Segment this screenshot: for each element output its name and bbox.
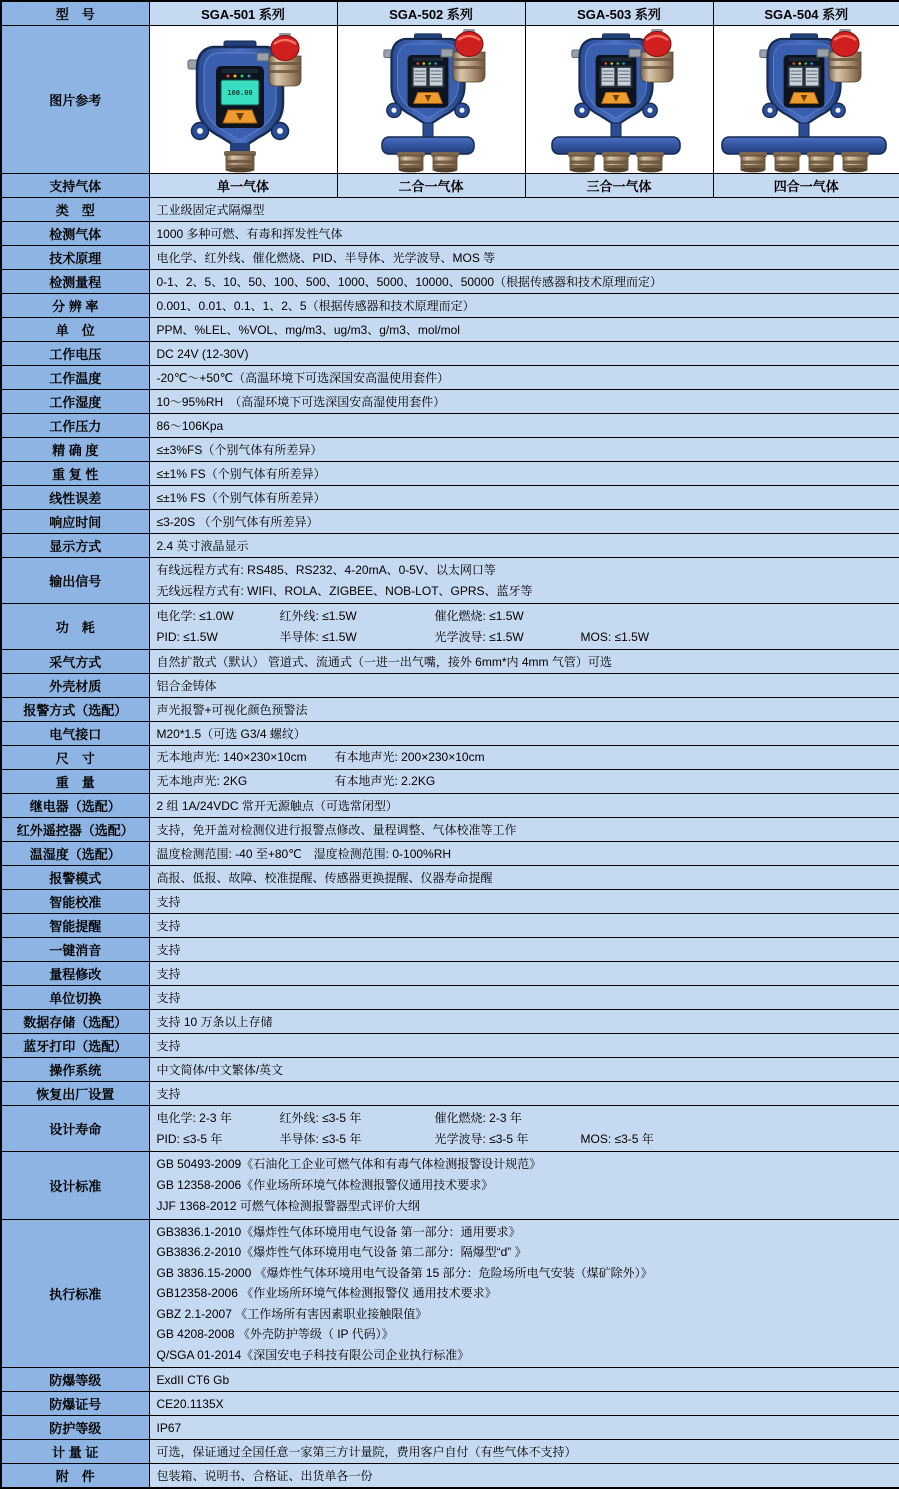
spec-value: ExdII CT6 Gb (149, 1368, 899, 1392)
spec-value: ≤±1% FS（个别气体有所差异） (149, 462, 899, 486)
spec-cell: 光学波导: ≤3-5 年 (435, 1129, 581, 1150)
table-row-gases (1, 174, 899, 198)
gas-detector-photo-sga-504 (714, 27, 899, 173)
table-row (1, 746, 899, 770)
table-row (1, 270, 899, 294)
table-row (1, 938, 899, 962)
spec-cell (581, 1108, 893, 1129)
spec-value: 自然扩散式（默认） 管道式、流通式（一进一出气嘴，接外 6mm*内 4mm 气管）可选 (149, 650, 899, 674)
spec-cell: 半导体: ≤1.5W (280, 627, 435, 648)
table-row (1, 986, 899, 1010)
table-row (1, 558, 899, 604)
spec-cell: 催化燃烧: 2-3 年 (435, 1108, 581, 1129)
spec-value (149, 1220, 899, 1368)
spec-label: 报警模式 (1, 866, 149, 890)
spec-label: 技术原理 (1, 246, 149, 270)
spec-value: CE20.1135X (149, 1392, 899, 1416)
gas-detector-photo-sga-503 (526, 27, 712, 173)
table-row (1, 1010, 899, 1034)
spec-value (149, 1152, 899, 1220)
spec-value: 1000 多种可燃、有毒和挥发性气体 (149, 222, 899, 246)
spec-value: 中文简体/中文繁体/英文 (149, 1058, 899, 1082)
table-row-header (1, 1, 899, 26)
spec-label: 温湿度（选配） (1, 842, 149, 866)
spec-label: 红外遥控器（选配） (1, 818, 149, 842)
image-row-label: 图片参考 (1, 26, 149, 174)
spec-label: 计 量 证 (1, 1440, 149, 1464)
spec-label: 工作湿度 (1, 390, 149, 414)
spec-cell: 光学波导: ≤1.5W (435, 627, 581, 648)
spec-cell: 红外线: ≤1.5W (280, 606, 435, 627)
supported-gas: 单一气体 (149, 174, 337, 198)
spec-cell: MOS: ≤3-5 年 (581, 1129, 893, 1150)
spec-cell: 红外线: ≤3-5 年 (280, 1108, 435, 1129)
spec-value: IP67 (149, 1416, 899, 1440)
spec-label: 检测量程 (1, 270, 149, 294)
spec-cell: PID: ≤1.5W (157, 627, 280, 648)
supported-gas: 二合一气体 (337, 174, 525, 198)
table-row (1, 1440, 899, 1464)
product-image-cell (149, 26, 337, 174)
table-row (1, 390, 899, 414)
table-row (1, 318, 899, 342)
spec-label: 防爆证号 (1, 1392, 149, 1416)
spec-value: 工业级固定式隔爆型 (149, 198, 899, 222)
spec-value: 支持 (149, 938, 899, 962)
spec-line: GB 3836.15-2000 《爆炸性气体环境用电气设备第 15 部分：危险场所电气安装（煤矿除外）》 (157, 1263, 893, 1283)
table-row (1, 914, 899, 938)
spec-label: 分 辨 率 (1, 294, 149, 318)
table-row (1, 1106, 899, 1152)
spec-label: 采气方式 (1, 650, 149, 674)
spec-label: 单位切换 (1, 986, 149, 1010)
table-row (1, 698, 899, 722)
spec-cell: PID: ≤3-5 年 (157, 1129, 280, 1150)
spec-value: 温度检测范围: -40 至+80℃ 湿度检测范围: 0-100%RH (149, 842, 899, 866)
svg-text:100.00: 100.00 (227, 89, 252, 97)
table-row (1, 534, 899, 558)
spec-line: 有线远程方式有: RS485、RS232、4-20mA、0-5V、以太网口等 (157, 560, 893, 581)
spec-value: 声光报警+可视化颜色预警法 (149, 698, 899, 722)
spec-cell: 有本地声光: 2.2KG (335, 771, 436, 792)
spec-label: 功 耗 (1, 604, 149, 650)
table-row (1, 198, 899, 222)
table-row (1, 842, 899, 866)
table-row-images (1, 26, 899, 174)
spec-value: 支持 (149, 962, 899, 986)
gas-row-label: 支持气体 (1, 174, 149, 198)
spec-label: 继电器（选配） (1, 794, 149, 818)
spec-cell (581, 606, 893, 627)
spec-cell: 电化学: ≤1.0W (157, 606, 280, 627)
spec-value: ≤±3%FS（个别气体有所差异） (149, 438, 899, 462)
supported-gas: 三合一气体 (525, 174, 713, 198)
spec-line: GB 12358-2006《作业场所环境气体检测报警仪通用技术要求》 (157, 1175, 893, 1196)
spec-label: 防爆等级 (1, 1368, 149, 1392)
spec-label: 设计标准 (1, 1152, 149, 1220)
spec-line: GB3836.2-2010《爆炸性气体环境用电气设备 第二部分：隔爆型“d” 》 (157, 1242, 893, 1262)
spec-value: M20*1.5（可选 G3/4 螺纹） (149, 722, 899, 746)
spec-cell: 无本地声光: 2KG (157, 771, 335, 792)
spec-line: GB12358-2006 《作业场所环境气体检测报警仪 通用技术要求》 (157, 1283, 893, 1303)
spec-value: 支持 (149, 914, 899, 938)
spec-value: 86～106Kpa (149, 414, 899, 438)
spec-line (157, 771, 893, 792)
spec-line: Q/SGA 01-2014《深国安电子科技有限公司企业执行标准》 (157, 1345, 893, 1365)
spec-line (157, 1108, 893, 1129)
spec-line (157, 627, 893, 648)
table-row (1, 222, 899, 246)
spec-label: 设计寿命 (1, 1106, 149, 1152)
model-row-label: 型 号 (1, 1, 149, 26)
spec-label: 输出信号 (1, 558, 149, 604)
table-row (1, 962, 899, 986)
spec-line: JJF 1368-2012 可燃气体检测报警器型式评价大纲 (157, 1196, 893, 1217)
spec-label: 尺 寸 (1, 746, 149, 770)
table-row (1, 366, 899, 390)
spec-value (149, 746, 899, 770)
table-row (1, 770, 899, 794)
spec-value: 0-1、2、5、10、50、100、500、1000、5000、10000、50000（根据传感器和技术原理而定） (149, 270, 899, 294)
spec-label: 防护等级 (1, 1416, 149, 1440)
table-row (1, 674, 899, 698)
spec-label: 单 位 (1, 318, 149, 342)
product-image-cell (713, 26, 899, 174)
spec-cell: 半导体: ≤3-5 年 (280, 1129, 435, 1150)
table-row (1, 414, 899, 438)
table-row (1, 604, 899, 650)
spec-value (149, 1106, 899, 1152)
table-row (1, 818, 899, 842)
table-row (1, 722, 899, 746)
spec-label: 恢复出厂设置 (1, 1082, 149, 1106)
spec-label: 工作压力 (1, 414, 149, 438)
gas-detector-photo-sga-501 (150, 27, 336, 173)
table-row (1, 1368, 899, 1392)
spec-label: 工作温度 (1, 366, 149, 390)
spec-value: 包装箱、说明书、合格证、出货单各一份 (149, 1464, 899, 1489)
table-row (1, 510, 899, 534)
table-row (1, 294, 899, 318)
spec-label: 类 型 (1, 198, 149, 222)
spec-value: 电化学、红外线、催化燃烧、PID、半导体、光学波导、MOS 等 (149, 246, 899, 270)
spec-label: 重 复 性 (1, 462, 149, 486)
spec-label: 一键消音 (1, 938, 149, 962)
spec-label: 线性误差 (1, 486, 149, 510)
spec-label: 操作系统 (1, 1058, 149, 1082)
table-row (1, 1058, 899, 1082)
spec-label: 报警方式（选配） (1, 698, 149, 722)
table-row (1, 1220, 899, 1368)
spec-label: 执行标准 (1, 1220, 149, 1368)
spec-value: 高报、低报、故障、校准提醒、传感器更换提醒、仪器寿命提醒 (149, 866, 899, 890)
table-row (1, 1082, 899, 1106)
spec-value: 可选，保证通过全国任意一家第三方计量院，费用客户自付（有些气体不支持） (149, 1440, 899, 1464)
spec-value: 支持 (149, 986, 899, 1010)
spec-label: 精 确 度 (1, 438, 149, 462)
spec-label: 工作电压 (1, 342, 149, 366)
spec-label: 检测气体 (1, 222, 149, 246)
spec-value (149, 604, 899, 650)
spec-cell: MOS: ≤1.5W (581, 627, 893, 648)
spec-value (149, 770, 899, 794)
spec-value: PPM、%LEL、%VOL、mg/m3、ug/m3、g/m3、mol/mol (149, 318, 899, 342)
spec-value: 10～95%RH （高湿环境下可选深国安高湿使用套件） (149, 390, 899, 414)
spec-line (157, 606, 893, 627)
product-image-cell (525, 26, 713, 174)
table-row (1, 246, 899, 270)
gas-detector-photo-sga-502 (338, 27, 524, 173)
spec-cell: 有本地声光: 200×230×10cm (335, 747, 485, 768)
table-row (1, 1392, 899, 1416)
spec-label: 重 量 (1, 770, 149, 794)
spec-value: 0.001、0.01、0.1、1、2、5（根据传感器和技术原理而定） (149, 294, 899, 318)
spec-line: GBZ 2.1-2007 《工作场所有害因素职业接触限值》 (157, 1304, 893, 1324)
spec-value: ≤3-20S （个别气体有所差异） (149, 510, 899, 534)
spec-line: GB3836.1-2010《爆炸性气体环境用电气设备 第一部分：通用要求》 (157, 1222, 893, 1242)
spec-line: GB 50493-2009《石油化工企业可燃气体和有毒气体检测报警设计规范》 (157, 1154, 893, 1175)
spec-cell: 电化学: 2-3 年 (157, 1108, 280, 1129)
table-row (1, 1416, 899, 1440)
table-row (1, 650, 899, 674)
spec-label: 外壳材质 (1, 674, 149, 698)
spec-label: 蓝牙打印（选配） (1, 1034, 149, 1058)
model-name: SGA-504 系列 (713, 1, 899, 26)
table-row (1, 342, 899, 366)
model-name: SGA-501 系列 (149, 1, 337, 26)
spec-value: 2.4 英寸液晶显示 (149, 534, 899, 558)
spec-value: 2 组 1A/24VDC 常开无源触点（可选常闭型） (149, 794, 899, 818)
spec-label: 电气接口 (1, 722, 149, 746)
spec-value: 支持，免开盖对检测仪进行报警点修改、量程调整、气体校准等工作 (149, 818, 899, 842)
spec-label: 附 件 (1, 1464, 149, 1489)
spec-label: 智能校准 (1, 890, 149, 914)
spec-value: -20℃～+50℃（高温环境下可选深国安高温使用套件） (149, 366, 899, 390)
spec-label: 智能提醒 (1, 914, 149, 938)
spec-label: 显示方式 (1, 534, 149, 558)
spec-value: DC 24V (12-30V) (149, 342, 899, 366)
table-row (1, 1464, 899, 1489)
spec-cell: 催化燃烧: ≤1.5W (435, 606, 581, 627)
spec-line (157, 1129, 893, 1150)
spec-label: 量程修改 (1, 962, 149, 986)
product-image-cell (337, 26, 525, 174)
spec-value: ≤±1% FS（个别气体有所差异） (149, 486, 899, 510)
supported-gas: 四合一气体 (713, 174, 899, 198)
table-row (1, 794, 899, 818)
spec-value (149, 558, 899, 604)
spec-line: GB 4208-2008 《外壳防护等级（ IP 代码）》 (157, 1324, 893, 1344)
spec-label: 数据存储（选配） (1, 1010, 149, 1034)
spec-value: 铝合金铸体 (149, 674, 899, 698)
spec-value: 支持 (149, 890, 899, 914)
table-row (1, 462, 899, 486)
spec-value: 支持 (149, 1082, 899, 1106)
spec-line (157, 747, 893, 768)
spec-label: 响应时间 (1, 510, 149, 534)
table-row (1, 1152, 899, 1220)
table-row (1, 486, 899, 510)
table-row (1, 1034, 899, 1058)
model-name: SGA-503 系列 (525, 1, 713, 26)
spec-value: 支持 (149, 1034, 899, 1058)
table-row (1, 890, 899, 914)
spec-cell: 无本地声光: 140×230×10cm (157, 747, 335, 768)
spec-value: 支持 10 万条以上存储 (149, 1010, 899, 1034)
table-row (1, 438, 899, 462)
model-name: SGA-502 系列 (337, 1, 525, 26)
table-row (1, 866, 899, 890)
spec-line: 无线远程方式有: WIFI、ROLA、ZIGBEE、NOB-LOT、GPRS、蓝牙等 (157, 581, 893, 602)
